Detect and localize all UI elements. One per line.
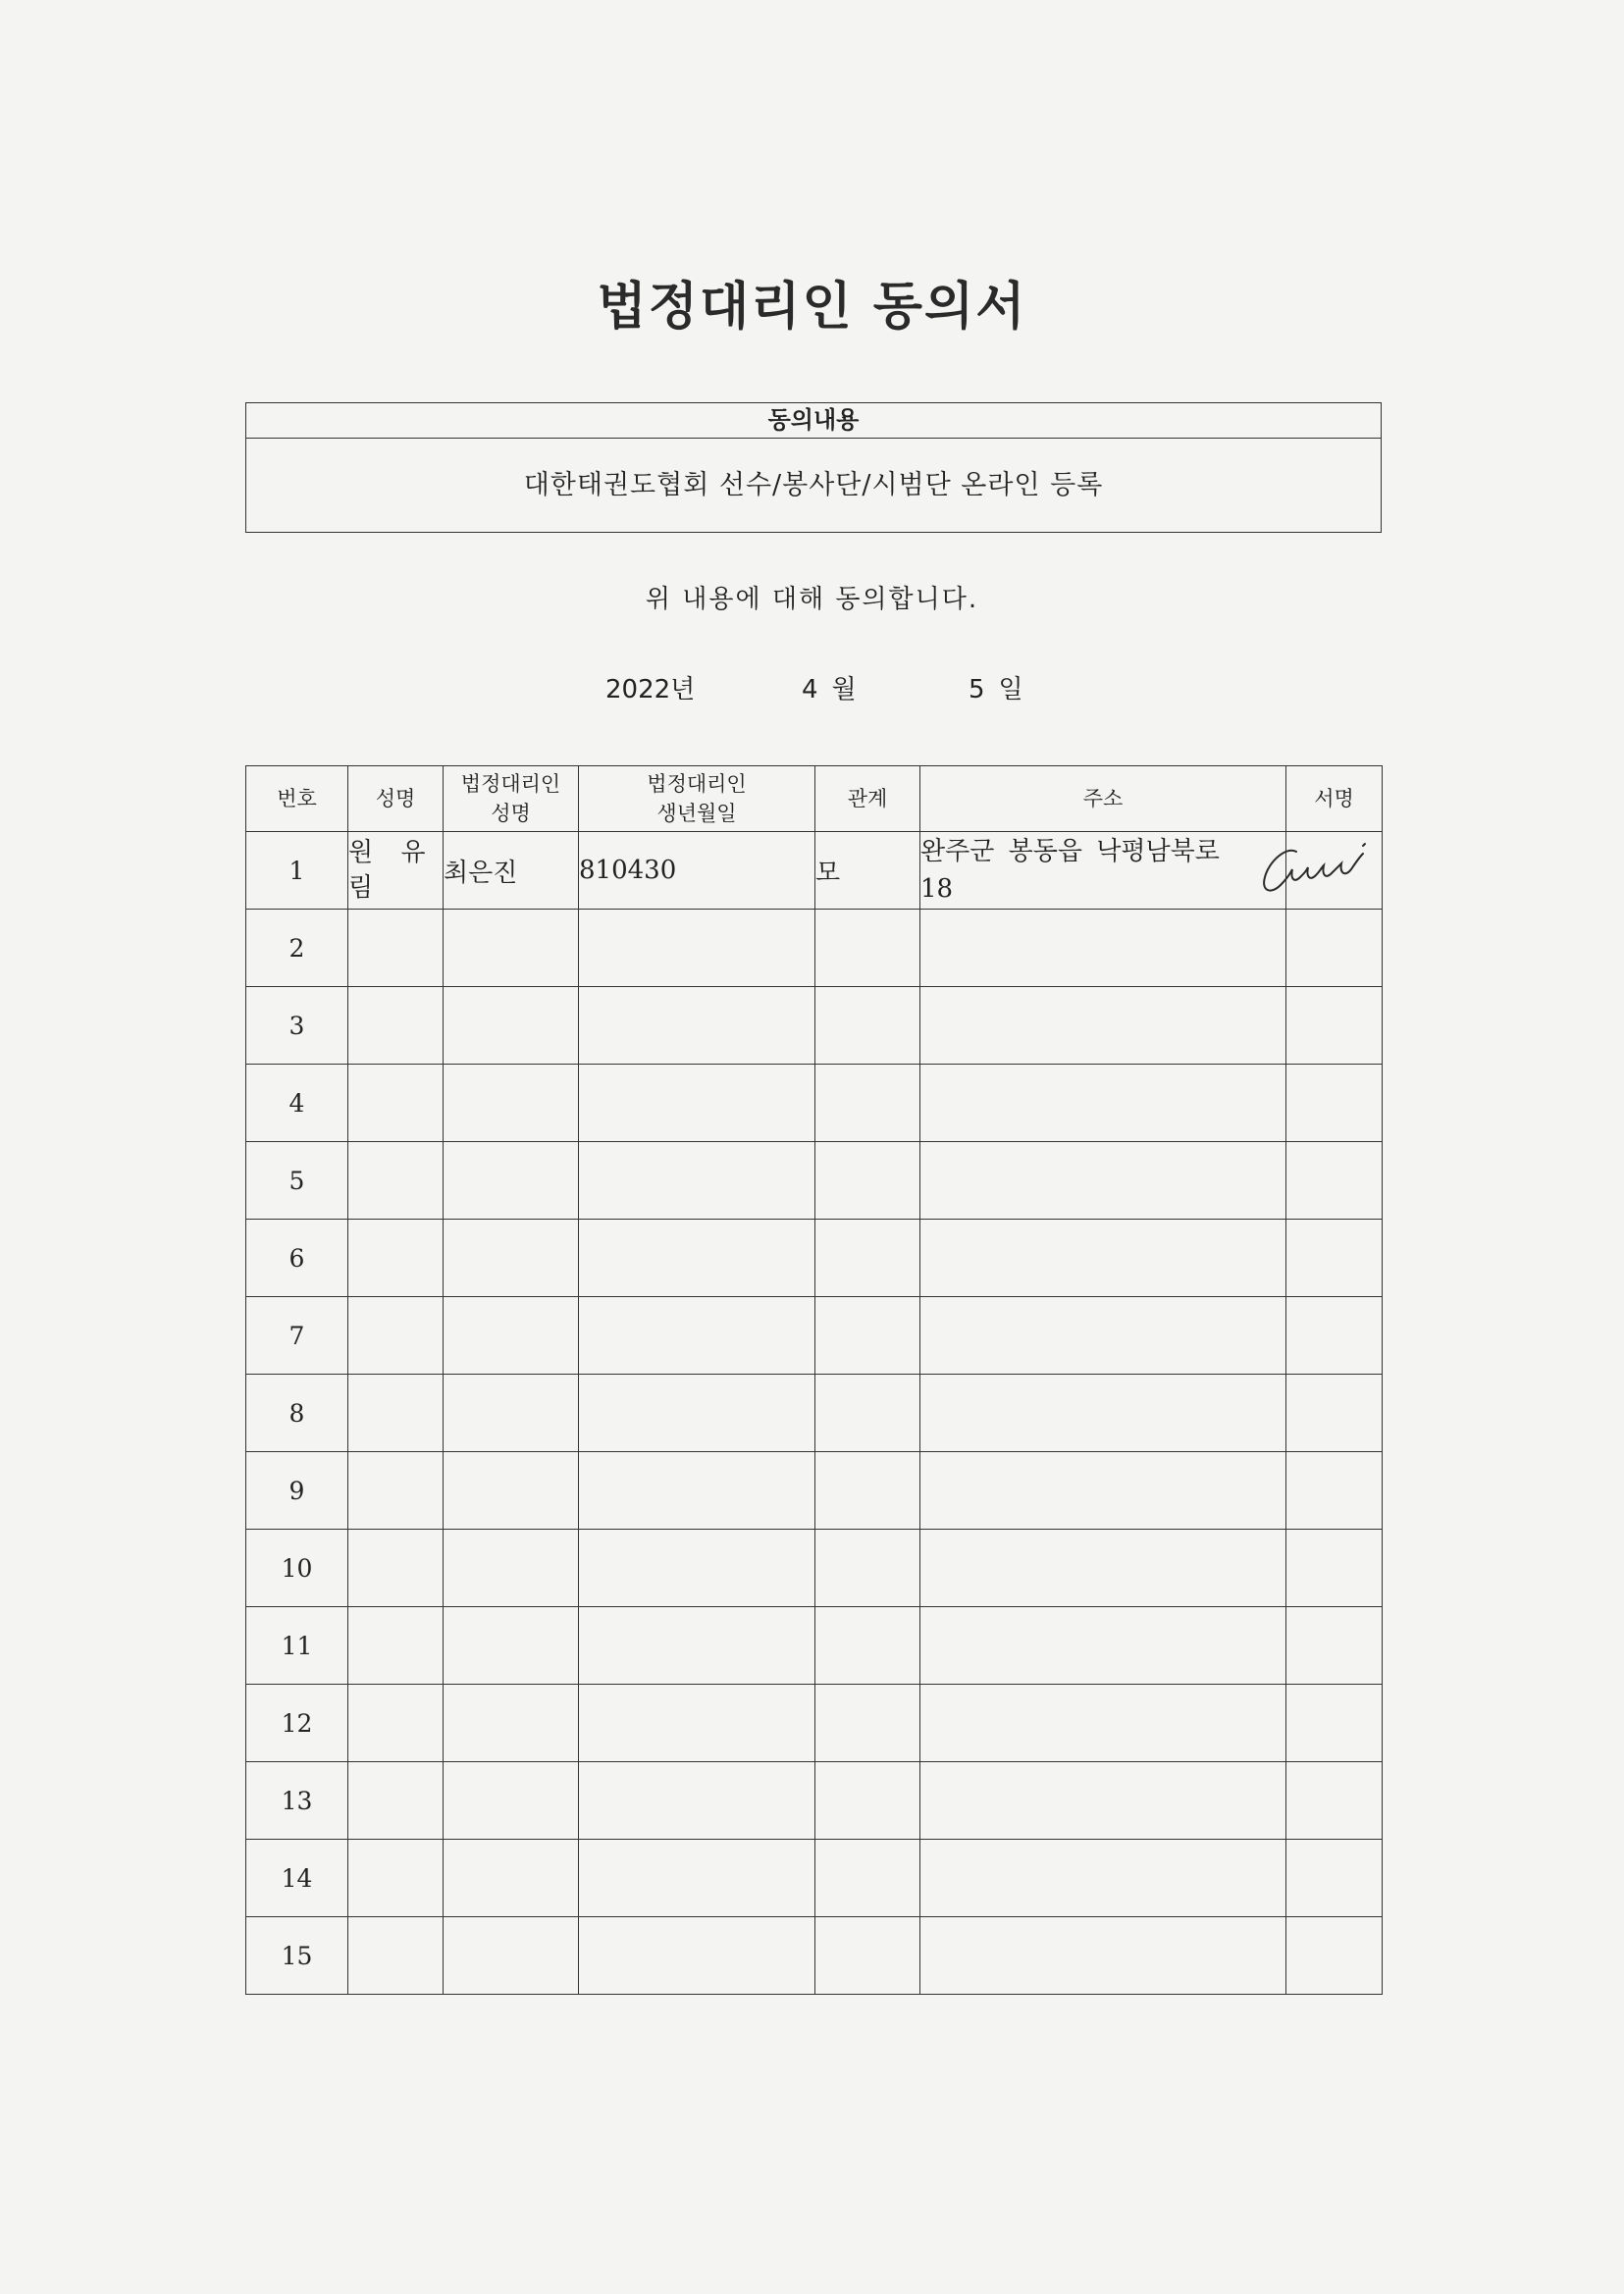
table-row: [246, 1685, 1383, 1762]
header-rep-birth: [579, 766, 815, 832]
row-address-line1: 완주군 봉동읍 낙평남북로: [920, 837, 1220, 866]
row-rep-name: [444, 910, 579, 987]
row-signature: [1286, 1297, 1383, 1375]
table-row: [246, 1840, 1383, 1917]
row-number: 8: [246, 1375, 348, 1452]
header-number: 번호: [246, 766, 348, 832]
row-relation: [815, 1762, 920, 1840]
table-row: [246, 1762, 1383, 1840]
row-address: [920, 910, 1286, 987]
row-rep-birth: 810430: [579, 832, 815, 910]
date-month-value: 4: [802, 675, 818, 704]
row-signature: [1286, 1220, 1383, 1297]
row-rep-birth: [579, 1220, 815, 1297]
row-address: [920, 1917, 1286, 1995]
row-rep-birth: [579, 1917, 815, 1995]
row-rep-name: [444, 1840, 579, 1917]
row-relation: [815, 1840, 920, 1917]
row-address-line2: 18: [920, 874, 954, 904]
row-address: [920, 1607, 1286, 1685]
row-relation: [815, 1685, 920, 1762]
date-month: [802, 669, 857, 705]
header-name: 성명: [348, 766, 444, 832]
row-address: [920, 832, 1286, 910]
header-rep-birth-line2: 생년월일: [656, 802, 737, 825]
row-rep-name: [444, 1375, 579, 1452]
row-signature: [1286, 987, 1383, 1065]
row-address: [920, 1065, 1286, 1142]
row-name: [348, 1917, 444, 1995]
row-relation: [815, 1375, 920, 1452]
consent-content-body: 대한태권도협회 선수/봉사단/시범단 온라인 등록: [523, 470, 1104, 500]
date-day-value: 5: [969, 675, 985, 704]
row-rep-birth: [579, 1375, 815, 1452]
row-rep-name: [444, 1530, 579, 1607]
row-signature: [1286, 1762, 1383, 1840]
table-row: [246, 1452, 1383, 1530]
table-row: [246, 987, 1383, 1065]
row-address: [920, 1220, 1286, 1297]
row-signature: [1286, 1685, 1383, 1762]
row-number: 9: [246, 1452, 348, 1530]
row-address: [920, 1685, 1286, 1762]
date-year: [605, 669, 695, 705]
row-address: [920, 1375, 1286, 1452]
row-rep-name: [444, 1142, 579, 1220]
row-address: [920, 987, 1286, 1065]
row-name: [348, 1220, 444, 1297]
row-rep-name: [444, 1685, 579, 1762]
row-rep-birth: [579, 1607, 815, 1685]
row-rep-birth: [579, 1840, 815, 1917]
date-year-unit: 년: [670, 675, 696, 704]
row-number: 12: [246, 1685, 348, 1762]
row-address: [920, 1762, 1286, 1840]
row-number: 14: [246, 1840, 348, 1917]
date-day: [969, 669, 1023, 705]
row-number: 4: [246, 1065, 348, 1142]
table-row: [246, 1917, 1383, 1995]
row-number: 7: [246, 1297, 348, 1375]
row-name: [348, 1607, 444, 1685]
table-row: [246, 1607, 1383, 1685]
row-relation: [815, 910, 920, 987]
row-rep-name: [444, 987, 579, 1065]
row-address: [920, 1530, 1286, 1607]
row-relation: [815, 1220, 920, 1297]
row-number: 6: [246, 1220, 348, 1297]
header-rep-name: [444, 766, 579, 832]
row-name: [348, 1530, 444, 1607]
row-relation: [815, 1297, 920, 1375]
table-header-row: [246, 766, 1383, 832]
row-address: [920, 1452, 1286, 1530]
row-relation: [815, 1065, 920, 1142]
row-name: [348, 1065, 444, 1142]
row-number: 2: [246, 910, 348, 987]
row-rep-birth: [579, 1142, 815, 1220]
row-relation: [815, 987, 920, 1065]
table-row: [246, 1142, 1383, 1220]
row-address: [920, 1297, 1286, 1375]
roster-table: [245, 765, 1383, 1995]
row-name-line1: 원 유: [348, 838, 436, 867]
row-relation: 모: [815, 832, 920, 910]
table-row: [246, 832, 1383, 910]
page-title: 법정대리인 동의서: [597, 277, 1027, 337]
row-signature: [1286, 1530, 1383, 1607]
header-rep-name-line1: 법정대리인: [460, 772, 561, 796]
row-rep-name: [444, 1917, 579, 1995]
row-number: 15: [246, 1917, 348, 1995]
table-row: [246, 1220, 1383, 1297]
row-signature: [1286, 1375, 1383, 1452]
row-address: [920, 1840, 1286, 1917]
row-signature: [1286, 832, 1383, 910]
table-row: [246, 1375, 1383, 1452]
row-rep-name: [444, 1297, 579, 1375]
row-name: [348, 1685, 444, 1762]
row-rep-name: [444, 1762, 579, 1840]
row-name: [348, 832, 444, 910]
row-number: 13: [246, 1762, 348, 1840]
row-number: 1: [246, 832, 348, 910]
consent-content-header: 동의내용: [246, 403, 1381, 439]
row-rep-name: [444, 1065, 579, 1142]
row-name-line2: 림: [348, 873, 384, 903]
row-rep-name: 최은진: [444, 832, 579, 910]
row-number: 5: [246, 1142, 348, 1220]
row-rep-birth: [579, 1685, 815, 1762]
row-signature: [1286, 1607, 1383, 1685]
header-rep-name-line2: 성명: [491, 802, 531, 825]
row-number: 11: [246, 1607, 348, 1685]
row-name: [348, 1452, 444, 1530]
row-relation: [815, 1917, 920, 1995]
header-rep-birth-line1: 법정대리인: [647, 772, 747, 796]
header-address: 주소: [920, 766, 1286, 832]
table-row: [246, 910, 1383, 987]
row-name: [348, 1142, 444, 1220]
row-signature: [1286, 1452, 1383, 1530]
row-rep-birth: [579, 1530, 815, 1607]
row-rep-birth: [579, 1762, 815, 1840]
row-rep-birth: [579, 987, 815, 1065]
row-signature: [1286, 1917, 1383, 1995]
date-month-unit: 월: [831, 675, 857, 704]
row-rep-name: [444, 1452, 579, 1530]
row-signature: [1286, 1065, 1383, 1142]
agreement-statement: 위 내용에 대해 동의합니다.: [645, 585, 979, 614]
row-relation: [815, 1607, 920, 1685]
row-relation: [815, 1452, 920, 1530]
row-name: [348, 1297, 444, 1375]
row-signature: [1286, 1840, 1383, 1917]
row-rep-birth: [579, 910, 815, 987]
row-rep-birth: [579, 1297, 815, 1375]
row-rep-birth: [579, 1452, 815, 1530]
row-name: [348, 987, 444, 1065]
row-name: [348, 910, 444, 987]
row-number: 3: [246, 987, 348, 1065]
row-name: [348, 1375, 444, 1452]
row-relation: [815, 1530, 920, 1607]
row-rep-birth: [579, 1065, 815, 1142]
table-row: [246, 1530, 1383, 1607]
table-row: [246, 1065, 1383, 1142]
row-number: 10: [246, 1530, 348, 1607]
row-rep-name: [444, 1607, 579, 1685]
table-row: [246, 1297, 1383, 1375]
header-relation: 관계: [815, 766, 920, 832]
row-relation: [815, 1142, 920, 1220]
row-signature: [1286, 910, 1383, 987]
row-address: [920, 1142, 1286, 1220]
row-signature: [1286, 1142, 1383, 1220]
date-year-value: 2022: [605, 675, 671, 704]
row-name: [348, 1762, 444, 1840]
row-rep-name: [444, 1220, 579, 1297]
header-signature: 서명: [1286, 766, 1383, 832]
consent-content-box: [245, 402, 1382, 533]
row-name: [348, 1840, 444, 1917]
handwritten-signature: [1257, 834, 1404, 903]
date-day-unit: 일: [998, 675, 1023, 704]
